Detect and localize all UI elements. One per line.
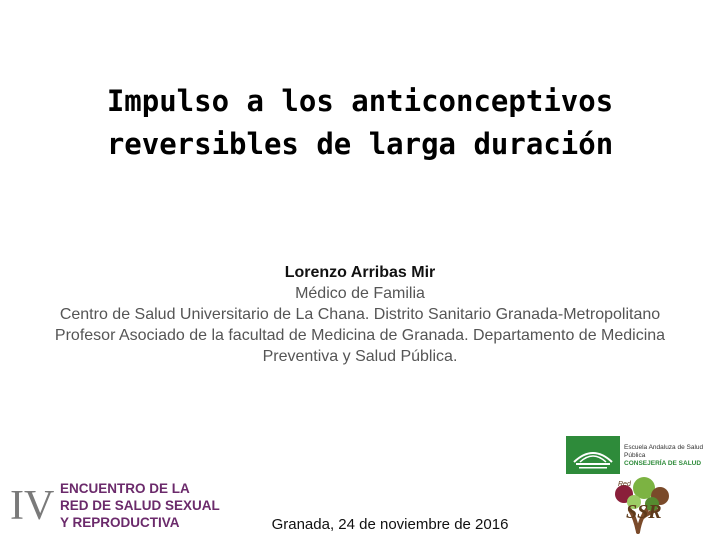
event-name-line-1: ENCUENTRO DE LA — [60, 481, 190, 496]
event-name-line-2: RED DE SALUD SEXUAL — [60, 498, 220, 513]
author-affiliation-2b: Preventiva y Salud Pública. — [262, 348, 458, 365]
tree-icon — [604, 474, 684, 534]
junta-andalucia-logo — [566, 436, 718, 476]
junta-line-2: CONSEJERÍA DE SALUD — [624, 460, 702, 467]
author-block — [0, 262, 720, 367]
event-name-line-3: Y REPRODUCTIVA — [60, 515, 180, 530]
presentation-date: Granada, 24 de noviembre de 2016 — [271, 516, 509, 533]
title-line-2: reversibles de larga duración — [106, 127, 614, 161]
event-numeral: IV — [10, 483, 55, 529]
event-name — [60, 480, 220, 531]
svg-text:SSR: SSR — [626, 501, 662, 523]
slide-title — [0, 80, 720, 166]
junta-text — [624, 444, 720, 468]
junta-shield-icon — [566, 436, 620, 474]
author-name: Lorenzo Arribas Mir — [284, 264, 436, 281]
junta-line-1: Escuela Andaluza de Salud Pública — [624, 444, 704, 459]
title-line-1: Impulso a los anticonceptivos — [106, 84, 614, 118]
event-logo — [6, 478, 236, 540]
author-role: Médico de Familia — [295, 285, 425, 302]
svg-text:Red: Red — [618, 481, 631, 488]
author-affiliation-2a: Profesor Asociado de la facultad de Medicina de Granada. Departamento de Medicina — [54, 327, 666, 344]
author-affiliation-1: Centro de Salud Universitario de La Chana. Distrito Sanitario Granada-Metropolitano — [59, 306, 661, 323]
red-ssr-logo — [604, 474, 684, 534]
